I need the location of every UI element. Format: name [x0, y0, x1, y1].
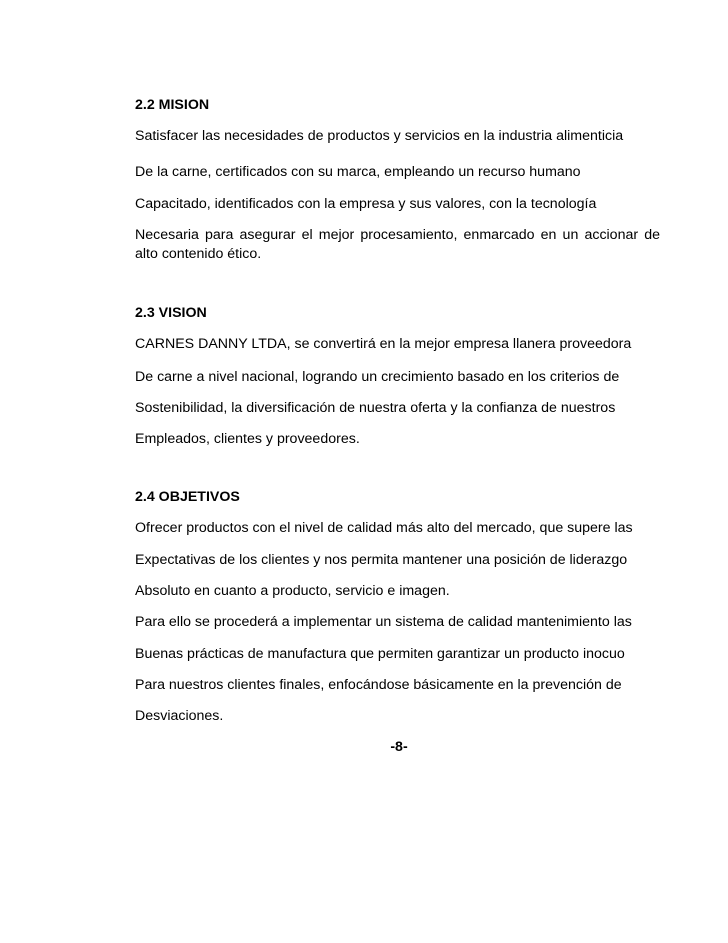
vision-line: Empleados, clientes y proveedores. — [135, 431, 360, 447]
objetivos-line: Absoluto en cuanto a producto, servicio e imagen. — [135, 583, 450, 599]
objetivos-line: Desviaciones. — [135, 708, 224, 724]
vision-line: De carne a nivel nacional, logrando un crecimiento basado en los criterios de — [135, 369, 620, 385]
mision-heading: 2.2 MISION — [135, 97, 210, 113]
vision-line: CARNES DANNY LTDA, se convertirá en la mejor empresa llanera proveedora — [135, 336, 632, 352]
mision-line: alto contenido ético. — [135, 246, 262, 262]
mision-line: Capacitado, identificados con la empresa y sus valores, con la tecnología — [135, 196, 597, 212]
mision-line: Necesaria para asegurar el mejor procesamiento, enmarcado en un accionar de — [135, 227, 660, 243]
vision-line: Sostenibilidad, la diversificación de nuestra oferta y la confianza de nuestros — [135, 400, 616, 416]
vision-heading: 2.3 VISION — [135, 305, 207, 321]
objetivos-line: Expectativas de los clientes y nos permita mantener una posición de liderazgo — [135, 552, 628, 568]
objetivos-line: Para ello se procederá a implementar un sistema de calidad mantenimiento las — [135, 614, 632, 630]
page-number: -8- — [390, 739, 408, 755]
objetivos-line: Buenas prácticas de manufactura que permiten garantizar un producto inocuo — [135, 646, 625, 662]
mision-line: De la carne, certificados con su marca, empleando un recurso humano — [135, 164, 581, 180]
mision-line: Satisfacer las necesidades de productos y servicios en la industria alimenticia — [135, 128, 624, 144]
objetivos-heading: 2.4 OBJETIVOS — [135, 489, 240, 505]
objetivos-line: Para nuestros clientes finales, enfocándose básicamente en la prevención de — [135, 677, 622, 693]
objetivos-line: Ofrecer productos con el nivel de calidad más alto del mercado, que supere las — [135, 520, 633, 536]
